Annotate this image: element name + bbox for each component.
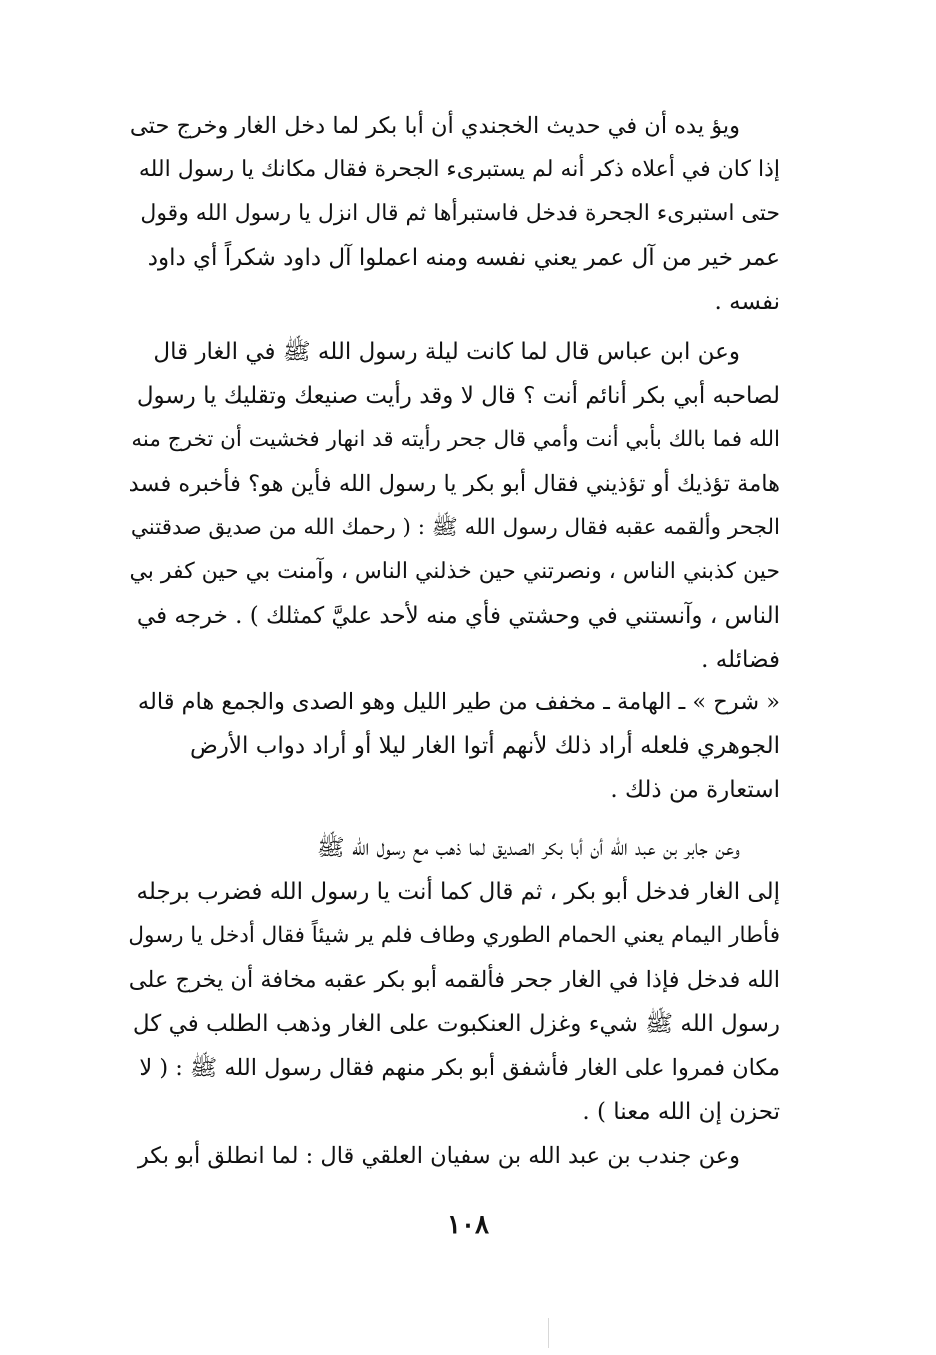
text-line: إذا كان في أعلاه ذكر أنه لم يستبرىء الجحرة فقال مكانك يا رسول الله <box>138 157 780 182</box>
text-line: نفسه . <box>714 289 780 315</box>
text-line: فأطار اليمام يعني الحمام الطوري وطاف فلم ير شيئاً فقال أدخل يا رسول <box>128 923 780 948</box>
page-number: ١٠٨ <box>447 1210 489 1240</box>
text-line: الله فما بالك بأبي أنت وأمي قال جحر رأيته قد انهار فخشيت أن تخرج منه <box>131 427 780 452</box>
text-line: رسول الله ﷺ شيء وغزل العنكبوت على الغار وذهب الطلب في كل <box>132 1011 780 1037</box>
text-line: تحزن إن الله معنا ) . <box>582 1099 780 1125</box>
text-line: استعارة من ذلك . <box>610 777 780 803</box>
text-line: الله فدخل فإذا في الغار جحر فألقمه أبو بكر عقبه مخافة أن يخرج على <box>128 967 780 993</box>
text-line: لصاحبه أبي بكر أنائم أنت ؟ قال لا وقد رأيت صنيعك وتقليك يا رسول <box>136 383 780 409</box>
text-line: « شرح » ـ الهامة ـ مخفف من طير الليل وهو الصدى والجمع هام قاله <box>137 689 780 715</box>
text-line: الجوهري فلعله أراد ذلك لأنهم أتوا الغار ليلا أو أراد دواب الأرض <box>190 733 780 759</box>
text-line: وعن جابر بن عبد الله أن أبا بكر الصديق لما ذهب مع رسول الله ﷺ <box>316 835 740 861</box>
text-line: حتى استبرىء الجحرة فدخل فاستبرأها ثم قال انزل يا رسول الله وقول <box>140 201 780 226</box>
text-line: وعن ابن عباس قال لما كانت ليلة رسول الله ﷺ في الغار قال <box>153 339 740 365</box>
text-line: فضائله . <box>701 647 780 673</box>
text-line: ويؤ يده أن في حديث الخجندي أن أبا بكر لما دخل الغار وخرج حتى <box>129 113 740 139</box>
text-line: مكان فمروا على الغار فأشفق أبو بكر منهم فقال رسول الله ﷺ : ( لا <box>139 1055 780 1081</box>
scan-fold-mark <box>548 1318 549 1348</box>
text-line: عمر خير من آل عمر يعني نفسه ومنه اعملوا آل داود شكراً أي داود <box>147 245 780 271</box>
text-line: حين كذبني الناس ، ونصرتني حين خذلني الناس ، وآمنت بي حين كفر بي <box>129 559 780 584</box>
text-line: هامة تؤذيك أو تؤذيني فقال أبو بكر يا رسول الله فأين هو؟ فأخبره فسد <box>128 471 780 497</box>
text-line: وعن جندب بن عبد الله بن سفيان العلقي قال : لما انطلق أبو بكر <box>137 1143 740 1169</box>
text-line: إلى الغار فدخل أبو بكر ، ثم قال كما أنت يا رسول الله فضرب برجله <box>136 879 780 905</box>
text-line: الناس ، وآنستني في وحشتي فأي منه لأحد عليَّ كمثلك ) . خرجه في <box>136 603 780 629</box>
text-line: الجحر وألقمه عقبه فقال رسول الله ﷺ : ( رحمك الله من صديق صدقتني <box>130 515 780 540</box>
